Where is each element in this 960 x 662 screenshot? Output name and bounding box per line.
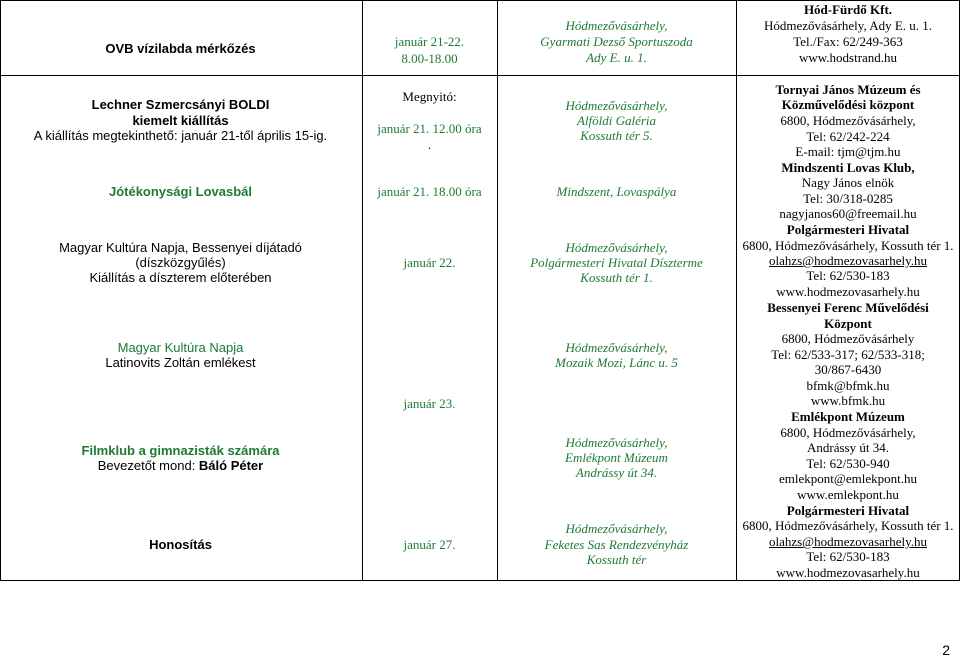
grid-line-col2 [497, 0, 498, 581]
place-boldi-3: Kossuth tér 5. [580, 128, 653, 143]
date-ovb-1: január 21-22. [394, 34, 465, 49]
grid-line-bottom [0, 580, 960, 581]
contact-bessenyei-mobile: 30/867-6430 [814, 362, 882, 377]
event-filmklub-prefix: Bevezetőt mond: [97, 458, 199, 473]
contact-bessenyei-address: 6800, Hódmezővásárhely [781, 331, 915, 346]
contact-polgarmesteri-1-name: Polgármesteri Hivatal [786, 222, 910, 237]
contact-lovasklub-tel: Tel: 30/318-0285 [803, 191, 893, 206]
contact-polgarmesteri-2-tel: Tel: 62/530-183 [806, 549, 890, 564]
event-kultura-sub: (díszközgyűlés) [135, 255, 226, 270]
event-kultura-title: Magyar Kultúra Napja, Bessenyei díjátadó [59, 240, 302, 255]
event-kultura-exhibit: Kiállítás a díszterem előterében [89, 270, 272, 285]
contact-emlekpont-tel: Tel: 62/530-940 [806, 456, 890, 471]
date-ovb-2: 8.00-18.00 [401, 51, 458, 66]
date-boldi-dot: . [427, 137, 432, 152]
event-latinovits-title: Magyar Kultúra Napja [117, 340, 244, 355]
contact-bessenyei-web[interactable]: www.bfmk.hu [810, 393, 886, 408]
grid-line-left [0, 0, 1, 581]
contact-polgarmesteri-1-web[interactable]: www.hodmezovasarhely.hu [776, 284, 920, 299]
event-filmklub-host [0, 458, 361, 473]
event-ovb: OVB vízilabda mérkőzés [105, 41, 256, 56]
contact-lovasklub-name: Mindszenti Lovas Klub, [781, 160, 915, 175]
place-kultura-2: Polgármesteri Hivatal Díszterme [530, 255, 703, 270]
contact-polgarmesteri-2-address: 6800, Hódmezővásárhely, Kossuth tér 1. [742, 518, 954, 533]
page-number: 2 [942, 642, 950, 658]
place-honositas-2: Feketes Sas Rendezvényház [544, 537, 689, 552]
contact-polgarmesteri-2-email[interactable]: olahzs@hodmezovasarhely.hu [768, 534, 928, 549]
contact-emlekpont-address: 6800, Hódmezővásárhely, [780, 425, 916, 440]
contact-emlekpont-web[interactable]: www.emlekpont.hu [797, 487, 899, 502]
event-boldi-dates: A kiállítás megtekinthető: január 21-től április 15-ig. [33, 128, 328, 143]
place-filmklub-3: Andrássy út 34. [575, 465, 658, 480]
contact-lovasklub-email: nagyjanos60@freemail.hu [779, 206, 917, 221]
contact-lovasklub-person: Nagy János elnök [801, 175, 895, 190]
place-filmklub-1: Hódmezővásárhely, [565, 435, 668, 450]
place-boldi-2: Alföldi Galéria [576, 113, 657, 128]
date-kultura: január 22. [403, 255, 456, 270]
contact-tornyai-address: 6800, Hódmezővásárhely, [780, 113, 916, 128]
date-honositas: január 27. [403, 537, 456, 552]
place-lovasbal: Mindszent, Lovaspálya [556, 184, 677, 199]
place-ovb-2: Gyarmati Dezső Sportuszoda [540, 34, 693, 49]
event-honositas: Honosítás [149, 537, 212, 552]
place-honositas-1: Hódmezővásárhely, [565, 521, 668, 536]
contact-polgarmesteri-2-web[interactable]: www.hodmezovasarhely.hu [776, 565, 920, 580]
place-latinovits-2: Mozaik Mozi, Lánc u. 5 [555, 355, 678, 370]
contact-tornyai-name-2: Közművelődési központ [781, 97, 915, 112]
contact-polgarmesteri-2-name: Polgármesteri Hivatal [786, 503, 910, 518]
event-boldi-subtitle: kiemelt kiállítás [132, 113, 229, 128]
contact-tornyai-name-1: Tornyai János Múzeum és [775, 82, 921, 97]
place-honositas-3: Kossuth tér [586, 552, 647, 567]
event-lovasbal: Jótékonysági Lovasbál [108, 184, 253, 199]
contact-tornyai-email: E-mail: tjm@tjm.hu [795, 144, 901, 159]
contact-polgarmesteri-1-tel: Tel: 62/530-183 [806, 268, 890, 283]
grid-line-row1 [0, 75, 960, 76]
place-ovb-1: Hódmezővásárhely, [565, 18, 668, 33]
place-kultura-3: Kossuth tér 1. [580, 270, 653, 285]
contact-bessenyei-email[interactable]: bfmk@bfmk.hu [806, 378, 890, 393]
contact-hodfurdo-name: Hód-Fürdő Kft. [803, 2, 893, 17]
event-filmklub-name: Báló Péter [198, 458, 264, 473]
contact-tornyai-tel: Tel: 62/242-224 [806, 129, 890, 144]
contact-polgarmesteri-1-address: 6800, Hódmezővásárhely, Kossuth tér 1. [742, 238, 954, 253]
event-latinovits-sub: Latinovits Zoltán emlékest [105, 355, 256, 370]
date-boldi-time: január 21. 12.00 óra [377, 121, 482, 136]
contact-hodfurdo-web: www.hodstrand.hu [798, 50, 898, 65]
date-boldi-label: Megnyitó: [402, 89, 457, 104]
grid-line-col1 [362, 0, 363, 581]
place-filmklub-2: Emlékpont Múzeum [565, 450, 668, 465]
place-latinovits-1: Hódmezővásárhely, [565, 340, 668, 355]
event-filmklub: Filmklub a gimnazisták számára [81, 443, 280, 458]
contact-emlekpont-name: Emlékpont Múzeum [791, 409, 905, 424]
place-ovb-3: Ady E. u. 1. [586, 50, 647, 65]
place-kultura-1: Hódmezővásárhely, [565, 240, 668, 255]
contact-emlekpont-street: Andrássy út 34. [807, 440, 889, 455]
contact-hodfurdo-address: Hódmezővásárhely, Ady E. u. 1. [763, 18, 933, 33]
contact-polgarmesteri-1-email[interactable]: olahzs@hodmezovasarhely.hu [768, 253, 928, 268]
place-boldi-1: Hódmezővásárhely, [565, 98, 668, 113]
event-boldi-title: Lechner Szmercsányi BOLDI [91, 97, 270, 112]
grid-line-top [0, 0, 960, 1]
contact-bessenyei-name-1: Bessenyei Ferenc Művelődési [767, 300, 929, 315]
contact-emlekpont-email[interactable]: emlekpont@emlekpont.hu [779, 471, 917, 486]
contact-bessenyei-tel: Tel: 62/533-317; 62/533-318; [771, 347, 925, 362]
contact-bessenyei-name-2: Központ [824, 316, 872, 331]
contact-hodfurdo-tel: Tel./Fax: 62/249-363 [793, 34, 903, 49]
date-lovasbal: január 21. 18.00 óra [377, 184, 482, 199]
date-filmklub: január 23. [403, 396, 456, 411]
